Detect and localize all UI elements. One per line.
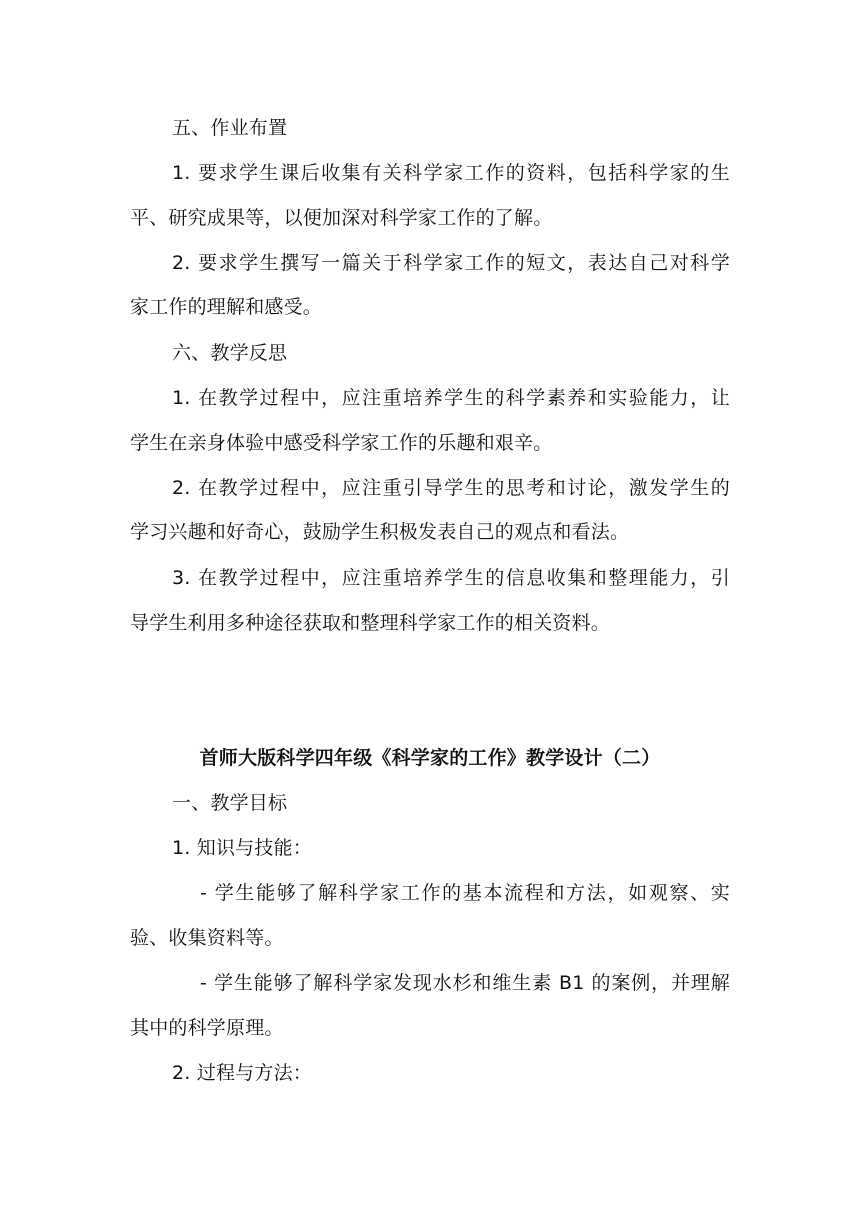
knowledge-bullet-1-line-2: 验、收集资料等。 — [130, 927, 284, 949]
section-5-item-1-line-1: 1. 要求学生课后收集有关科学家工作的资料，包括科学家的生 — [172, 162, 730, 184]
section-6-item-1-line-2: 学生在亲身体验中感受科学家工作的乐趣和艰辛。 — [130, 432, 553, 454]
section-6-item-1-line-1: 1. 在教学过程中，应注重培养学生的科学素养和实验能力，让 — [172, 387, 730, 409]
document-title: 首师大版科学四年级《科学家的工作》教学设计（二） — [199, 747, 661, 769]
section-5-item-2-line-1: 2. 要求学生撰写一篇关于科学家工作的短文，表达自己对科学 — [172, 252, 730, 274]
section-5-item-1-line-2: 平、研究成果等，以便加深对科学家工作的了解。 — [130, 207, 553, 229]
knowledge-bullet-2-line-2: 其中的科学原理。 — [130, 1017, 284, 1039]
section-6-item-2-line-1: 2. 在教学过程中，应注重引导学生的思考和讨论，激发学生的 — [172, 477, 730, 499]
section-5-item-2-line-2: 家工作的理解和感受。 — [130, 296, 323, 318]
objectives-heading: 一、教学目标 — [172, 792, 288, 814]
knowledge-bullet-2-line-1: - 学生能够了解科学家发现水杉和维生素 B1 的案例，并理解 — [200, 972, 730, 994]
section-6-heading: 六、教学反思 — [172, 342, 288, 364]
section-6-item-3-line-1: 3. 在教学过程中，应注重培养学生的信息收集和整理能力，引 — [172, 567, 730, 589]
section-6-item-3-line-2: 导学生利用多种途径获取和整理科学家工作的相关资料。 — [130, 612, 611, 634]
process-methods-heading: 2. 过程与方法： — [172, 1062, 312, 1084]
section-6-item-2-line-2: 学习兴趣和好奇心，鼓励学生积极发表自己的观点和看法。 — [130, 521, 630, 543]
knowledge-skills-heading: 1. 知识与技能： — [172, 837, 312, 859]
section-5-heading: 五、作业布置 — [172, 117, 288, 139]
knowledge-bullet-1-line-1: - 学生能够了解科学家工作的基本流程和方法，如观察、实 — [200, 882, 730, 904]
